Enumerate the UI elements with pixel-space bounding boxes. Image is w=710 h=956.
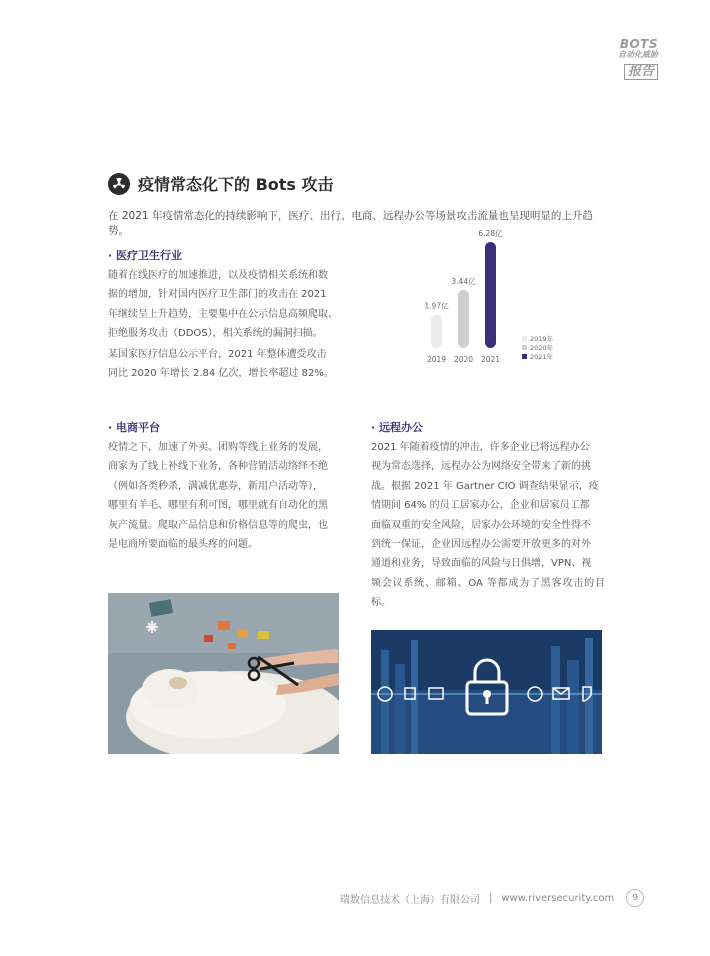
medical-paragraph-2 [108,345,358,384]
attack-growth-chart [418,224,608,374]
text-line: 战。根据 2021 年 Gartner CIO 调查结果显示，疫 [371,480,599,492]
bar-2021 [485,242,496,348]
text-line: 商家为了线上补线下业务，各种营销活动络绎不绝 [108,461,328,473]
tick-label-2020: 2020 [453,355,474,364]
radiation-icon [108,173,130,195]
legend-swatch-2 [522,354,527,359]
value-label-2019: 1.97亿 [424,301,449,311]
text-line: 到统一保证，企业因远程办公需要开放更多的对外 [371,539,591,551]
security-lock-illustration [371,630,602,754]
tick-label-2021: 2021 [480,355,501,364]
text-line: 疫情之下，加速了外卖、团购等线上业务的发展， [108,442,328,453]
value-label-2020: 3.44亿 [451,276,476,286]
text-line: 通道和业务，导致面临的风险与日俱增，VPN、视 [371,558,592,570]
footer-company: 瑞数信息技术（上海）有限公司 [340,894,480,906]
text-line: 某国家医疗信息公示平台，2021 年整体遭受攻击 [108,349,327,360]
page-title: 疫情常态化下的 Bots 攻击 [138,175,334,194]
page-footer [340,889,644,907]
brand-logo [618,38,658,80]
text-line: 2021 年随着疫情的冲击，许多企业已将远程办公 [371,442,590,453]
text-line: 拒绝服务攻击（DDOS），相关系统的漏洞扫描。 [108,328,323,340]
text-line: 哪里有羊毛、哪里有利可图，哪里就有自动化的黑 [108,500,328,512]
text-line: （例如各类秒杀，满减优惠券，新用户活动等）， [108,480,323,492]
legend-swatch-0 [522,336,527,341]
legend-swatch-1 [522,345,527,350]
text-line: 随着在线医疗的加速推进，以及疫情相关系统和数 [108,270,328,281]
sheep-shearing-illustration [108,593,339,754]
text-line: 是电商所要面临的最头疼的问题。 [108,539,258,551]
tick-label-2019: 2019 [426,355,447,364]
brand-line-3: 报告 [624,64,658,80]
intro-text: 在 2021 年疫情常态化的持续影响下，医疗、出行、电商、远程办公等场景攻击流量也呈现明显的上升趋势。 [108,210,593,237]
text-line: 灰产流量。爬取产品信息和价格信息等的爬虫，也 [108,519,328,531]
text-line: 情期间 64% 的员工居家办公，企业和居家员工都 [371,500,590,512]
text-line: 据的增加，针对国内医疗卫生部门的攻击在 2021 [108,289,327,301]
text-line: 面临双重的安全风险，居家办公环境的安全性得不 [371,519,591,531]
legend-label-1: 2020年 [530,344,554,352]
text-line: 频会议系统、邮箱、OA 等都成为了黑客攻击的目标。 [371,577,605,609]
section-title-row [108,172,334,195]
bar-2019 [431,315,442,348]
footer-separator: | [489,892,493,904]
medical-heading: · 医疗卫生行业 [108,249,183,262]
remote-heading: · 远程办公 [371,421,424,434]
brand-line-1: BOTS [619,37,658,51]
page-number: 9 [626,889,644,907]
legend-label-2: 2021年 [530,353,554,361]
text-line: 同比 2020 年增长 2.84 亿次，增长率超过 82%。 [108,368,334,380]
remote-paragraph [371,438,605,613]
text-line: 视为常态选择，远程办公为网络安全带来了新的挑 [371,461,591,473]
legend-label-0: 2019年 [530,335,554,343]
bar-2020 [458,290,469,348]
footer-website[interactable]: www.riversecurity.com [501,892,615,904]
brand-line-2: 自动化威胁 [618,50,658,59]
ecommerce-paragraph [108,438,340,554]
text-line: 年继续呈上升趋势，主要集中在公示信息高频爬取、 [108,308,338,320]
medical-paragraph [108,266,358,344]
value-label-2021: 6.28亿 [478,229,503,238]
ecommerce-heading: · 电商平台 [108,421,161,434]
